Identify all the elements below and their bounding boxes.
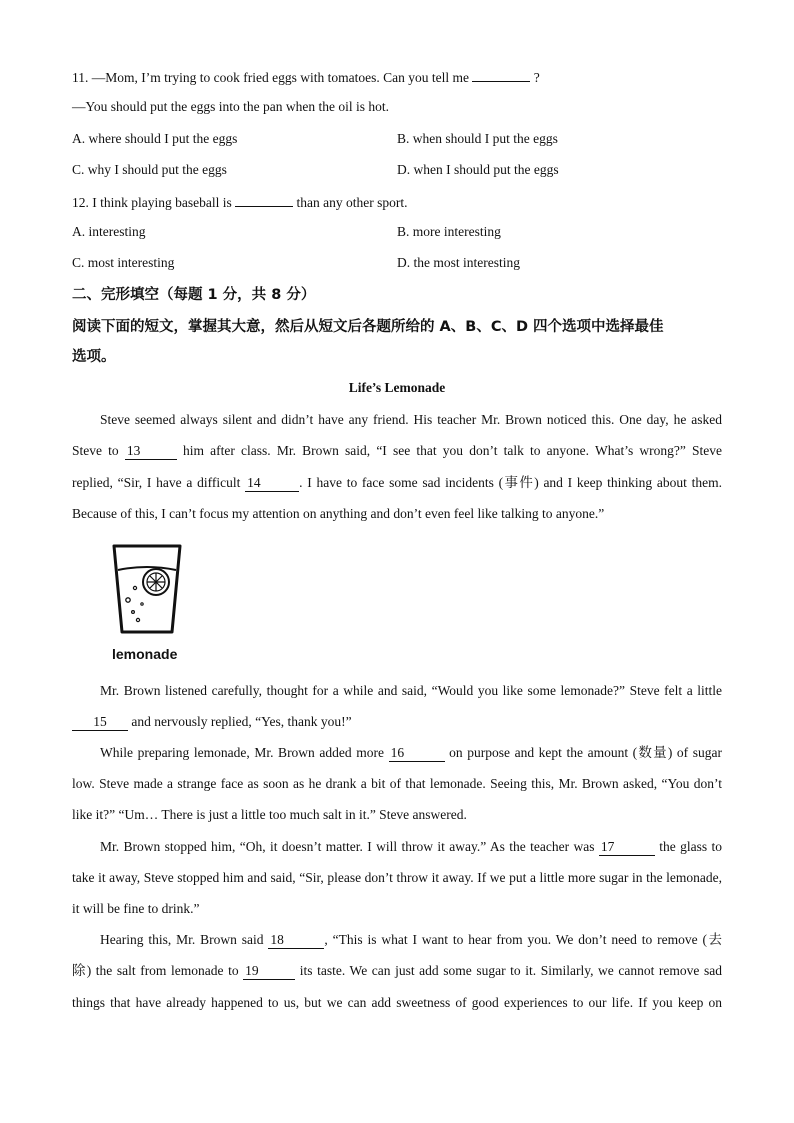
p4-line2: take it away, Steve stopped him and said, “Sir, please don’t throw it away. If we put a little more sugar in the lemonade, — [72, 870, 722, 885]
p2-line1: Mr. Brown listened carefully, thought for a while and said, “Would you like some lemonade?” Steve felt a little — [100, 683, 722, 698]
p1-line1: Steve seemed always silent and didn’t have any friend. His teacher Mr. Brown noticed this. One day, he asked — [100, 412, 722, 427]
p4-line3: it will be fine to drink.” — [72, 901, 200, 916]
blank-19[interactable]: 19 — [243, 963, 295, 980]
q12-option-a[interactable]: A. interesting — [72, 224, 146, 239]
q11-stem — [72, 67, 540, 87]
p2-line2 — [72, 713, 352, 731]
q12-stem — [72, 192, 407, 212]
section-heading: 二、完形填空（每题 1 分，共 8 分） — [72, 287, 316, 303]
p1-line2-text-a: Steve to — [72, 443, 125, 458]
q11-stem-text-b: ? — [530, 70, 540, 85]
q11-option-c[interactable]: C. why I should put the eggs — [72, 162, 227, 177]
p1-line3-text-a: replied, “Sir, I have a difficult — [72, 475, 246, 490]
q11-option-a[interactable]: A. where should I put the eggs — [72, 131, 238, 146]
q11-stem-text-a: 11. —Mom, I’m trying to cook fried eggs with tomatoes. Can you tell me — [72, 70, 473, 85]
p4-line1 — [100, 838, 722, 856]
p1-line2 — [72, 442, 722, 460]
p5-line2-text-b: its taste. We can just add some sugar to it. Similarly, we cannot remove sad — [295, 963, 722, 978]
p5-line1 — [100, 931, 722, 949]
p1-line3 — [72, 474, 722, 492]
p1-line4: Because of this, I can’t focus my attention on anything and don’t even feel like talking to anyone.” — [72, 506, 605, 521]
p5-line2-text-a: 除) the salt from lemonade to — [72, 963, 244, 978]
figure-caption: lemonade — [112, 646, 178, 662]
blank-14[interactable]: 14 — [245, 475, 299, 492]
q12-option-d[interactable]: D. the most interesting — [397, 255, 520, 270]
blank-13[interactable]: 13 — [125, 443, 177, 460]
p3-line2: low. Steve made a strange face as soon as he drank a bit of that lemonade. Seeing this, Mr. Brown asked, “You don’t — [72, 776, 722, 791]
blank-18[interactable]: 18 — [268, 932, 324, 949]
q11-option-b[interactable]: B. when should I put the eggs — [397, 131, 558, 146]
p5-line2 — [72, 962, 722, 980]
p3-line1 — [100, 744, 722, 762]
q12-stem-text-b: than any other sport. — [293, 195, 408, 210]
p5-line1-text-b: , “This is what I want to hear from you. We don’t need to remove (去 — [324, 932, 722, 947]
p3-line1-text-a: While preparing lemonade, Mr. Brown added more — [100, 745, 389, 760]
q11-dialogue-answer: —You should put the eggs into the pan when the oil is hot. — [72, 99, 389, 114]
q12-stem-text-a: 12. I think playing baseball is — [72, 195, 236, 210]
section-instruction-line2: 选项。 — [72, 349, 116, 365]
blank-15[interactable]: 15 — [72, 714, 128, 731]
p1-line3-text-b: . I have to face some sad incidents (事件) and I keep thinking about them. — [299, 475, 722, 490]
p3-line3: like it?” “Um… There is just a little too much salt in it.” Steve answered. — [72, 807, 467, 822]
q12-option-c[interactable]: C. most interesting — [72, 255, 175, 270]
lemon-slice-icon — [143, 569, 169, 595]
passage-title: Life’s Lemonade — [348, 380, 446, 395]
q11-answer-blank[interactable] — [472, 67, 530, 82]
p2-line2-text-b: and nervously replied, “Yes, thank you!” — [128, 714, 352, 729]
p3-line1-text-b: on purpose and kept the amount (数量) of sugar — [444, 745, 722, 760]
p4-line1-text-b: the glass to — [654, 839, 723, 854]
q12-answer-blank[interactable] — [235, 192, 293, 207]
p1-line2-text-b: him after class. Mr. Brown said, “I see that you don’t talk to anyone. What’s wrong?” Steve — [176, 443, 722, 458]
section-instruction-line1: 阅读下面的短文，掌握其大意，然后从短文后各题所给的 A、B、C、D 四个选项中选择最佳 — [72, 319, 664, 335]
blank-17[interactable]: 17 — [599, 839, 655, 856]
q11-option-d[interactable]: D. when I should put the eggs — [397, 162, 559, 177]
q12-option-b[interactable]: B. more interesting — [397, 224, 501, 239]
p4-line1-text-a: Mr. Brown stopped him, “Oh, it doesn’t matter. I will throw it away.” As the teacher was — [100, 839, 599, 854]
p5-line3: things that have already happened to us, but we can add sweetness of good experiences to our life. If you keep on — [72, 995, 722, 1010]
p5-line1-text-a: Hearing this, Mr. Brown said — [100, 932, 269, 947]
blank-16[interactable]: 16 — [389, 745, 445, 762]
